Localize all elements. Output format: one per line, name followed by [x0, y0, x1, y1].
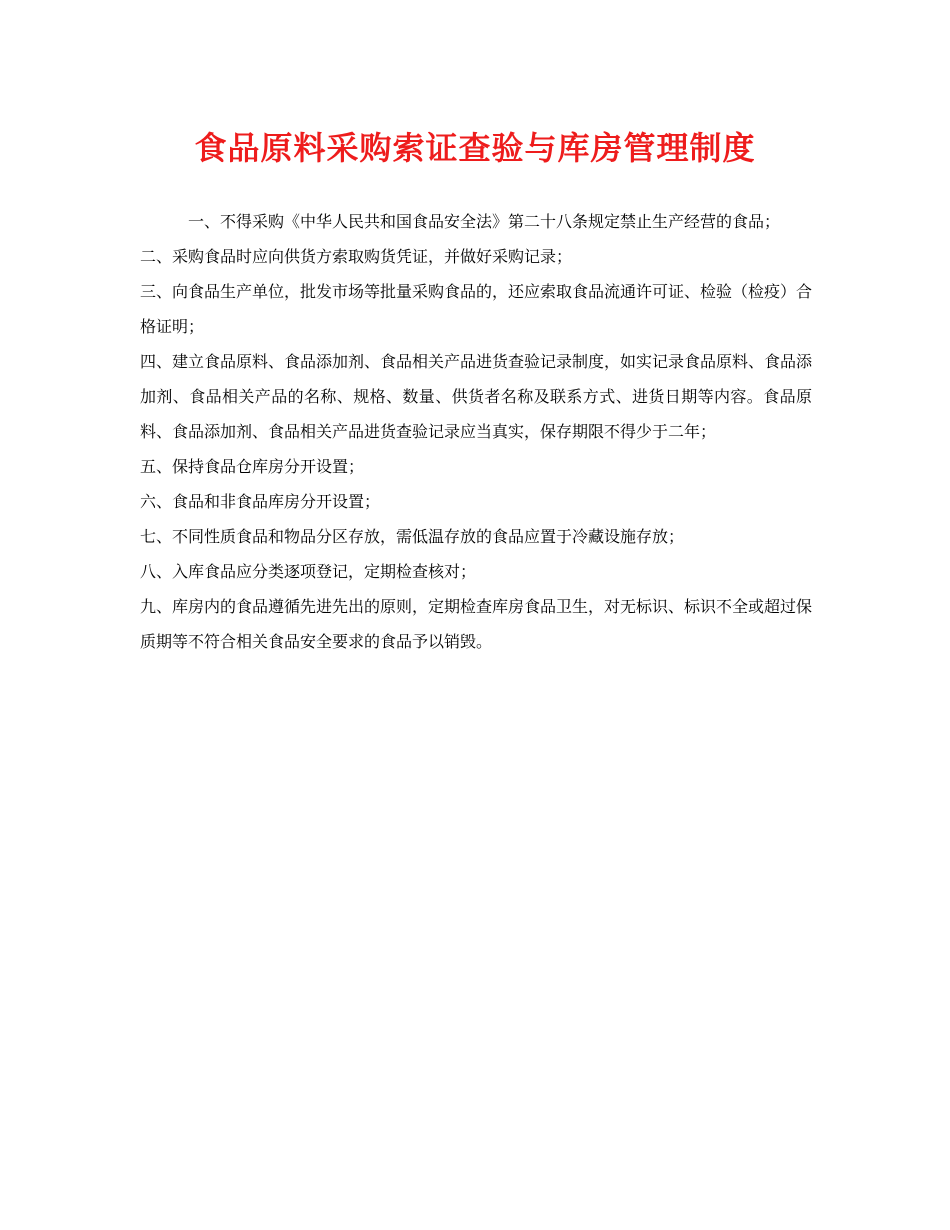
clause-2: 二、采购食品时应向供货方索取购货凭证，并做好采购记录； — [140, 247, 573, 266]
clause-8: 八、入库食品应分类逐项登记，定期检查核对； — [140, 562, 477, 581]
clause-5: 五、保持食品仓库房分开设置； — [140, 457, 365, 476]
clause-4: 四、建立食品原料、食品添加剂、食品相关产品进货查验记录制度，如实记录食品原料、食品添加剂、食品相关产品的名称、规格、数量、供货者名称及联系方式、进货日期等内容。食品原料、食品添加剂、食品相关产品进货查验记录应当真实，保存期限不得少于二年； — [140, 352, 813, 441]
clause-7: 七、不同性质食品和物品分区存放，需低温存放的食品应置于冷藏设施存放； — [140, 527, 685, 546]
document-title: 食品原料采购索证查验与库房管理制度 — [194, 129, 756, 167]
clause-3: 三、向食品生产单位，批发市场等批量采购食品的，还应索取食品流通许可证、检验（检疫）合格证明； — [140, 282, 813, 336]
clause-1: 一、不得采购《中华人民共和国食品安全法》第二十八条规定禁止生产经营的食品； — [188, 212, 781, 231]
document-body — [140, 204, 812, 659]
clause-9: 九、库房内的食品遵循先进先出的原则，定期检查库房食品卫生，对无标识、标识不全或超过保质期等不符合相关食品安全要求的食品予以销毁。 — [140, 597, 813, 651]
clause-6: 六、食品和非食品库房分开设置； — [140, 492, 381, 511]
